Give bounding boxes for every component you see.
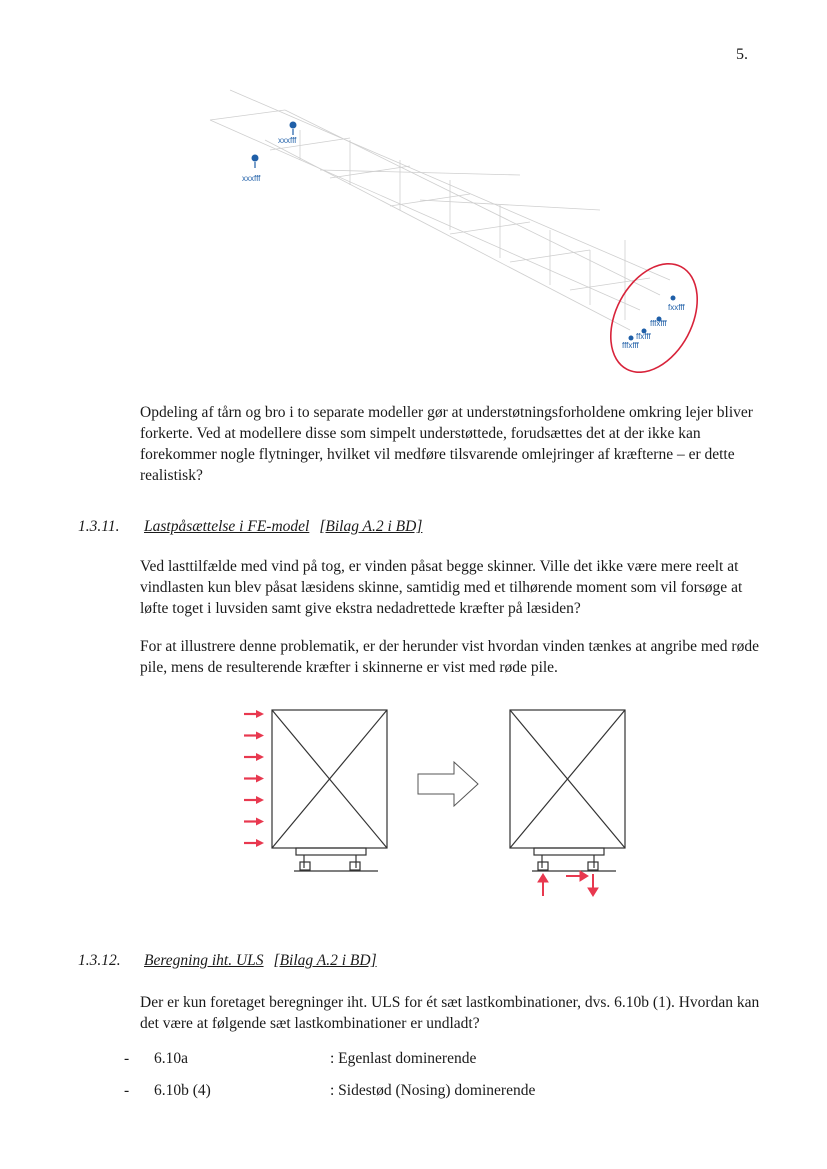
support-label-1: xxxfff <box>278 136 297 145</box>
load-combination-list <box>124 1048 724 1112</box>
section-heading-1-3-11 <box>78 518 422 536</box>
wind-arrow <box>244 796 264 804</box>
section-reference: [Bilag A.2 i BD] <box>319 518 423 535</box>
wind-arrow <box>244 818 264 826</box>
wind-arrow <box>244 732 264 740</box>
circled-label-1: fxxfff <box>668 303 685 312</box>
combination-description: : Egenlast dominerende <box>330 1050 477 1067</box>
list-item: - 6.10a : Egenlast dominerende <box>124 1050 477 1067</box>
section-title: Lastpåsættelse i FE-model <box>144 518 310 535</box>
wind-arrow <box>244 775 264 783</box>
page-number: 5. <box>736 46 748 63</box>
circled-label-2: fffxfff <box>650 319 667 328</box>
highlight-circle <box>593 249 715 387</box>
wind-arrow <box>244 839 264 847</box>
right-bogie <box>532 848 616 871</box>
wind-arrow <box>244 753 264 761</box>
support-symbol-1 <box>290 122 297 136</box>
lateral-arrow <box>566 871 588 881</box>
paragraph-wind-load: Ved lasttilfælde med vind på tog, er vinden påsat begge skinner. Ville det ikke være mere reelt at vindlasten kun blev påsat læsidens skinne, samtidig med et tilhørende moment som vil forsøge at løfte toget i luvsiden samt give ekstra nedadrettede kræfter på læsiden? <box>140 558 743 617</box>
circled-label-3: ffxfff <box>636 332 651 341</box>
combination-description: : Sidestød (Nosing) dominerende <box>330 1082 536 1099</box>
train-load-diagram <box>238 700 638 910</box>
combination-code: 6.10b (4) <box>154 1082 211 1099</box>
section-number: 1.3.11. <box>78 518 120 535</box>
left-car-body <box>272 710 387 848</box>
left-bogie <box>294 848 378 871</box>
section-number: 1.3.12. <box>78 952 121 969</box>
section-reference: [Bilag A.2 i BD] <box>273 952 377 969</box>
paragraph-illustration: For at illustrere denne problematik, er der herunder vist hvordan vinden tænkes at angribe med røde pile, mens de resulterende kræfter i skinnerne er vist med røde pile. <box>140 638 759 676</box>
wind-arrow <box>244 710 264 718</box>
downward-arrow-lee <box>588 874 598 896</box>
paragraph-uls: Der er kun foretaget beregninger iht. ULS for ét sæt lastkombinationer, dvs. 6.10b (1). Hvordan kan det være at følgende sæt lastkombinationer er undladt? <box>140 994 760 1032</box>
section-heading-1-3-12 <box>78 952 377 970</box>
uplift-arrow-luv <box>538 874 548 896</box>
list-item: - 6.10b (4) : Sidestød (Nosing) dominerende <box>124 1082 536 1099</box>
circled-label-4: fffxfff <box>622 341 639 350</box>
section-title: Beregning iht. ULS <box>144 952 264 969</box>
support-symbol-2 <box>252 155 259 169</box>
transition-arrow <box>418 762 478 806</box>
resulting-force-arrows <box>538 871 598 896</box>
right-car-body <box>510 710 625 848</box>
support-label-2: xxxfff <box>242 174 261 183</box>
combination-code: 6.10a <box>154 1050 189 1067</box>
wind-arrows <box>244 710 264 847</box>
fe-model-figure <box>170 80 730 390</box>
model-grid <box>210 90 670 330</box>
paragraph-supports: Opdeling af tårn og bro i to separate modeller gør at understøtningsforholdene omkring lejer bliver forkerte. Ved at modellere disse som simpelt understøttede, forudsættes det at der ikke kan forekommer nogle flytninger, hvilket vil medføre tilsvarende omlejringer af kræfterne – er dette realistisk? <box>140 404 753 484</box>
